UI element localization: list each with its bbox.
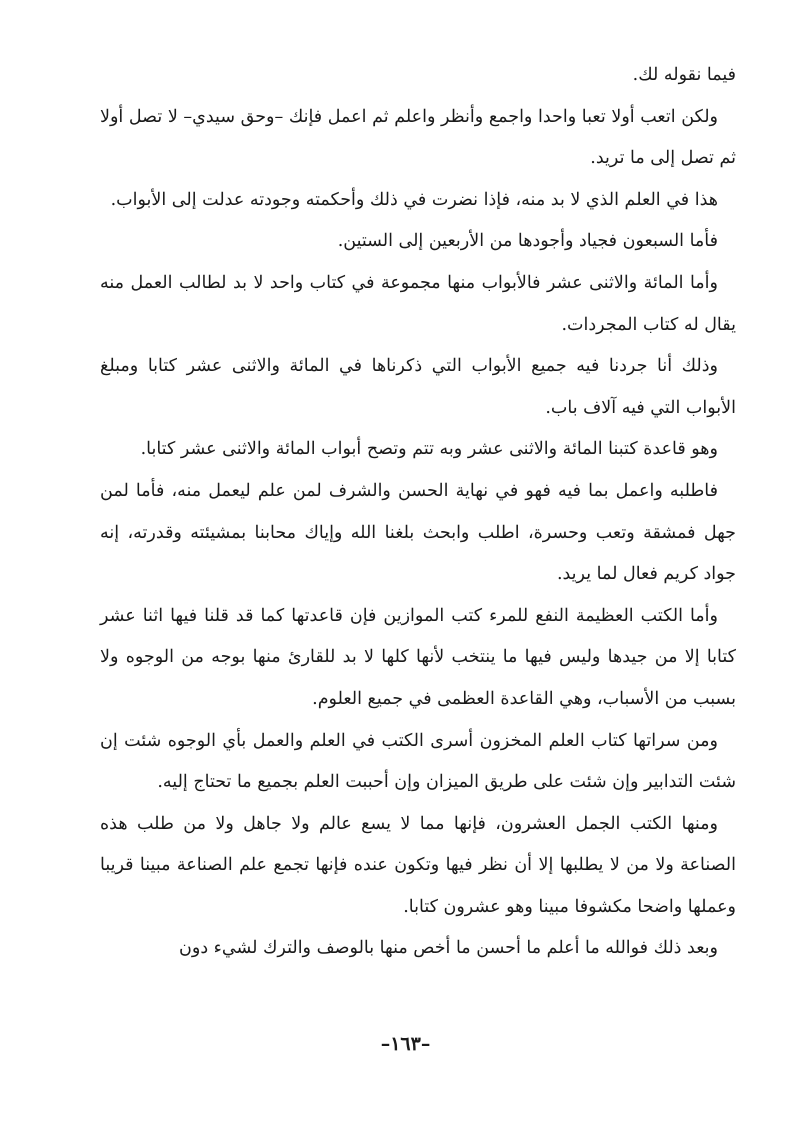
paragraph-8: فاطلبه واعمل بما فيه فهو في نهاية الحسن والشرف لمن علم ليعمل منه، فأما لمن جهل فمشقة وتعب وحسرة، اطلب وابحث بلغنا الله وإياك محابنا بمشيئته وقدرته، إنه جواد كريم فعال لما يريد. xyxy=(100,480,736,585)
paragraph-6: وذلك أنا جردنا فيه جميع الأبواب التي ذكرناها في المائة والاثنى عشر كتابا ومبلغ الأبواب التي فيه آلاف باب. xyxy=(100,356,736,418)
paragraph-1: فيما نقوله لك. xyxy=(632,65,736,85)
paragraph-4: فأما السبعون فجياد وأجودها من الأربعين إلى الستين. xyxy=(337,231,718,252)
paragraph-11: ومنها الكتب الجمل العشرون، فإنها مما لا يسع عالم ولا جاهل ولا من طلب هذه الصناعة ولا من لا يطلبها إلا أن نظر فيها وتكون عنده فإنها تجمع علم الصناعة مبينا قريبا وعملها واضحا مكشوفا مبينا وهو عشرون كتابا. xyxy=(100,813,736,917)
paragraph-5: وأما المائة والاثنى عشر فالأبواب منها مجموعة في كتاب واحد لا بد لطالب العمل منه يقال له كتاب المجردات. xyxy=(100,272,736,335)
paragraph-3: هذا في العلم الذي لا بد منه، فإذا نضرت في ذلك وأحكمته وجودته عدلت إلى الأبواب. xyxy=(110,189,718,210)
paragraph-7: وهو قاعدة كتبنا المائة والاثنى عشر وبه تتم وتصح أبواب المائة والاثنى عشر كتابا. xyxy=(140,439,718,460)
body-text xyxy=(100,55,736,970)
page-number: –١٦٣– xyxy=(380,1033,431,1055)
paragraph-2: ولكن اتعب أولا تعبا واحدا واجمع وأنظر واعلم ثم اعمل فإنك –وحق سيدي– لا تصل أولا ثم تصل إلى ما تريد. xyxy=(100,106,736,169)
paragraph-9: وأما الكتب العظيمة النفع للمرء كتب الموازين فإن قاعدتها كما قد قلنا فيها اثنا عشر كتابا إلا من جيدها وليس فيها ما ينتخب لأنها كلها لا بد للقارئ منها بوجه من الوجوه ولا بسبب من الأسباب، وهي القاعدة العظمى في جميع العلوم. xyxy=(100,605,736,709)
paragraph-10: ومن سراتها كتاب العلم المخزون أسرى الكتب في العلم والعمل بأي الوجوه شئت إن شئت التدابير وإن شئت على طريق الميزان وإن أحببت العلم بجميع ما تحتاج إليه. xyxy=(100,730,736,793)
paragraph-12: وبعد ذلك فوالله ما أعلم ما أحسن ما أخص منها بالوصف والترك لشيء دون xyxy=(179,938,718,959)
